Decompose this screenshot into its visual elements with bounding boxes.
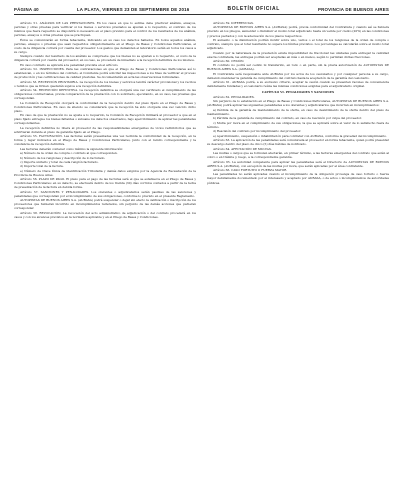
paragraph: c) Multa por mora en el cumplimiento de sus obligaciones, la que se aplicará sobre el valor de lo satisfecho fuera de término. [207, 120, 389, 129]
paragraph: Sin perjuicio de lo establecido en el Pliego de Bases y Condiciones Particulares, AUTOPISTAS DE BUENOS AIRES S.A. (AUBASA) podrá aplicar las siguientes penalidades a los oferentes y adjudicatarios que incurran en incumplimientos: [207, 99, 389, 108]
paragraph: e) Número de Clave Única de Identificación Tributaria y demás datos exigidos por la Agencia de Recaudación de la Provincia de Buenos Aires. [14, 168, 196, 177]
paragraph: Artículo 52. INSPECCIONES. Para las contrataciones en que el Pliego de Bases y Condiciones Particulares así lo establezcan, o en los términos del contrato, el Comitente podrá solicitar las inspecciones a los fines de verificar el proceso de producción y las certificaciones de calidad previstas. Se documentarán en acta las observaciones formuladas. [14, 67, 196, 80]
paragraph: Artículo 66. CASO FORTUITO O FUERZA MAYOR. [213, 168, 288, 172]
paragraph: Artículo 62. PENALIDADES. [213, 94, 255, 99]
right-column [207, 21, 389, 219]
paragraph: Artículo 64. AFECTACIÓN DE MULTAS. [213, 146, 272, 151]
paragraph: En caso contrario se aplicará a la penalidad prevista en el artículo. [20, 62, 119, 67]
paragraph: El aumento o la disminución podrán incidir sobre uno, varios o el total de los renglones de la orden de compra o contrato, siempre que el total resultante no supere los límites previstos. Los porcentajes se calcularán sobre el monto total adjudicado. [207, 37, 389, 51]
left-column [14, 21, 196, 219]
paragraph: Siempre cuando del resultado de los análisis se compruebe que los bienes no se ajustan a lo requerido, el costo de la diligencia correrá por cuenta del proveedor, en su caso, se procederá de inmediato a la recepción definitiva de los mismos. [14, 54, 196, 63]
publication-title: BOLETÍN OFICIAL [227, 6, 280, 12]
paragraph: El contrato no podrá ser cedido ni transferido, en todo o en parte, sin la previa autorización de AUTOPISTAS DE BUENOS AIRES S.A. (AUBASA). [207, 63, 389, 72]
paragraph: Artículo 63. La aplicación de las penalidades será comunicada al proveedor en forma fehaciente, quien podrá presentar su descargo dentro del plazo de cinco (5) días hábiles de notificado. [207, 138, 389, 147]
paragraph: Artículo 60. CESIÓN. [213, 58, 245, 63]
paragraph: Artículo 51. ANÁLISIS DE LAS PRESTACIONES. En los casos en que lo estime debe practicar análisis, ensayos, pericias y otras pruebas para verificar si los bienes o servicios prestados se ajustan a lo requerido, el contrato de los mismos que fuera requerido se dispondrá lo necesario en el plazo previsto para el control de los resultados de los análisis, pericias, ensayos u otras pruebas que se practiquen. [14, 21, 196, 38]
paragraph: Artículo 55. FACTURACIÓN. Las facturas serán presentadas una vez recibida la conformidad de la recepción, en la forma y lugar indicados en el Pliego de Bases y Condiciones Particulares, junto con el remito correspondiente y la constancia de recepción definitiva. [14, 134, 196, 147]
paragraph: Artículo 53. RECEPCIÓN PROVISORIA. La recepción de los bienes y servicios tendrá carácter provisional y los recibos o remitos que se firmen quedarán sujetos a la recepción definitiva. [14, 79, 196, 88]
paragraph: El Contratista será responsable ante AUBASA por los actos de los cesionarios y por cualquier persona a su cargo, debiendo mantener la garantía de cumplimiento del contrato hasta la aceptación de la garantía del cesionario. [207, 71, 389, 80]
paragraph: En caso de que la prestación no se ajuste a lo requerido, la Comisión de Recepción intimará al proveedor a que en el plazo fijado entregue los bienes faltantes o subsane los defectos observados, bajo apercibimiento de aplicar las penalidades correspondientes. [14, 113, 196, 126]
section-heading: CAPÍTULO VI. PENALIDADES Y SANCIONES [261, 89, 335, 94]
paragraph: AUTOPISTAS DE BUENOS AIRES S.A. (AUBASA) podrá suspender o dejar sin efecto la calificación o inscripción de los proveedores que hubieran incurrido en incumplimientos reiterados, sin perjuicio de las demás acciones que pudieran corresponder. [14, 198, 196, 211]
paragraph: e) Apercibimiento, suspensión o inhabilitación para contratar con AUBASA, conforme la gravedad del incumplimiento. [213, 133, 388, 138]
page-number: PÁGINA 40 [14, 6, 39, 12]
paragraph: Artículo 56. PLAZO DE PAGO. El plazo para el pago de las facturas será el que se establezca en el Pliego de Bases y Condiciones Particulares; en su defecto, se efectuará dentro de los treinta (30) días corridos contados a partir de la fecha de presentación de la factura en debida forma. [14, 177, 196, 190]
paragraph: La recepción definitiva no libera al proveedor de las responsabilidades emergentes de vicios redhibitorios que se advirtieran durante el plazo de garantía fijado en el Pliego. [14, 125, 196, 134]
paragraph: Las multas o cargos que se formulen afectarán, en primer término, a las facturas emergentes del contrato que estén al cobro o en trámite y, luego, a la correspondiente garantía. [207, 151, 389, 160]
paragraph: La Comisión de Recepción otorgará la conformidad de la recepción dentro del plazo fijado en el Pliego de Bases y Condiciones Particulares. En caso de silencio se considerará que la recepción ha sido otorgada una vez vencido dicho plazo. [14, 100, 196, 113]
paragraph: b) Pérdida de la garantía de cumplimiento del contrato, en caso de rescisión por culpa del proveedor. [213, 116, 362, 121]
paragraph: Artículo 61. AUBASA podrá, a su exclusivo criterio, aceptar la cesión cuando se presenten razones de conveniencia debidamente fundadas y el cesionario reúna las mismas condiciones exigidas para el adjudicatario original. [207, 80, 389, 89]
province-name: PROVINCIA DE BUENOS AIRES [317, 6, 389, 12]
page-header [14, 6, 389, 15]
paragraph: Las penalidades no serán aplicadas cuando el incumplimiento de la obligación provenga de caso fortuito o fuerza mayor debidamente documentado por el interesado y aceptado por AUBASA, o de actos o incumplimientos de autoridades públicas. [207, 172, 389, 185]
issue-date: LA PLATA, VIERNES 23 DE SEPTIEMBRE DE 2016 [76, 6, 190, 12]
paragraph: Cuando por la naturaleza de la prestación exista imposibilidad de fraccionar las unidades para entregar la cantidad exacta contratada, las entregas podrán ser aceptadas en más o en menos, según lo permitan dichas fracciones. [207, 50, 389, 59]
paragraph: b) Número de los renglones y descripción de lo facturado. [20, 155, 106, 160]
paragraph: Artículo 59. DIFERENCIAS. [213, 21, 254, 25]
paragraph: Las facturas deberán contener como mínimo la siguiente información: [20, 146, 124, 151]
paragraph: a) Número de la orden de compra o contrato al que corresponden. [20, 151, 118, 156]
paragraph: a) Pérdida de la garantía de mantenimiento de la oferta, en caso de desistimiento de la oferta dentro del plazo de mantenimiento. [207, 107, 389, 116]
paragraph: Éstos se comunicarán en forma fehaciente, indicando en su caso los defectos hallados. En todos aquellos análisis, pericias, ensayos o pruebas que sean requeridos obligatoriamente en el Pliego de Bases y Condiciones Particulares, el costo de la diligencia correrá por cuenta del proveedor. Los gastos que demanden el laboratorio serán en todos los casos a su cargo. [14, 37, 196, 54]
paragraph: d) Rescisión del contrato por incumplimiento del proveedor. [213, 129, 302, 134]
paragraph: AUTOPISTAS DE BUENOS AIRES S.A. (AUBASA) podrá, previa conformidad del Contratista y cuando así se hubiera previsto en los pliegos, aumentar o disminuir el monto total adjudicado hasta un veinte por ciento (20%) en las condiciones y precios pactados y con la adecuación de los plazos respectivos. [207, 25, 389, 38]
paragraph: Artículo 54. RECEPCIÓN DEFINITIVA. La recepción definitiva se otorgará una vez verificado el cumplimiento de las obligaciones contractuales, previa comparación de la prestación con lo solicitado, ejecutando, en su caso, las pruebas que correspondan. [14, 88, 196, 101]
text-columns [14, 21, 389, 219]
paragraph: Artículo 58. REVOCACIÓN. La revocación del acto administrativo de adjudicación o del contrato procederá en los casos y con los alcances previstos en la normativa aplicable y en el Pliego de Bases y Condiciones. [14, 210, 196, 219]
paragraph: Artículo 65. La autoridad competente para aplicar las penalidades será el Directorio de AUTOPISTAS DE BUENOS AIRES S.A. (AUBASA), con excepción de las multas por mora, que serán aplicadas por el área contratante. [207, 159, 389, 168]
paragraph: c) Importe unitario y total de cada renglón facturado. [20, 160, 99, 165]
paragraph: d) Importe total de la factura. [20, 164, 64, 169]
paragraph: Artículo 57. SANCIONES Y PENALIDADES. Los oferentes o adjudicatarios serán pasibles de las sanciones y penalidades que correspondan por el incumplimiento de sus obligaciones, conforme lo previsto en el presente Reglamento. [14, 189, 196, 198]
